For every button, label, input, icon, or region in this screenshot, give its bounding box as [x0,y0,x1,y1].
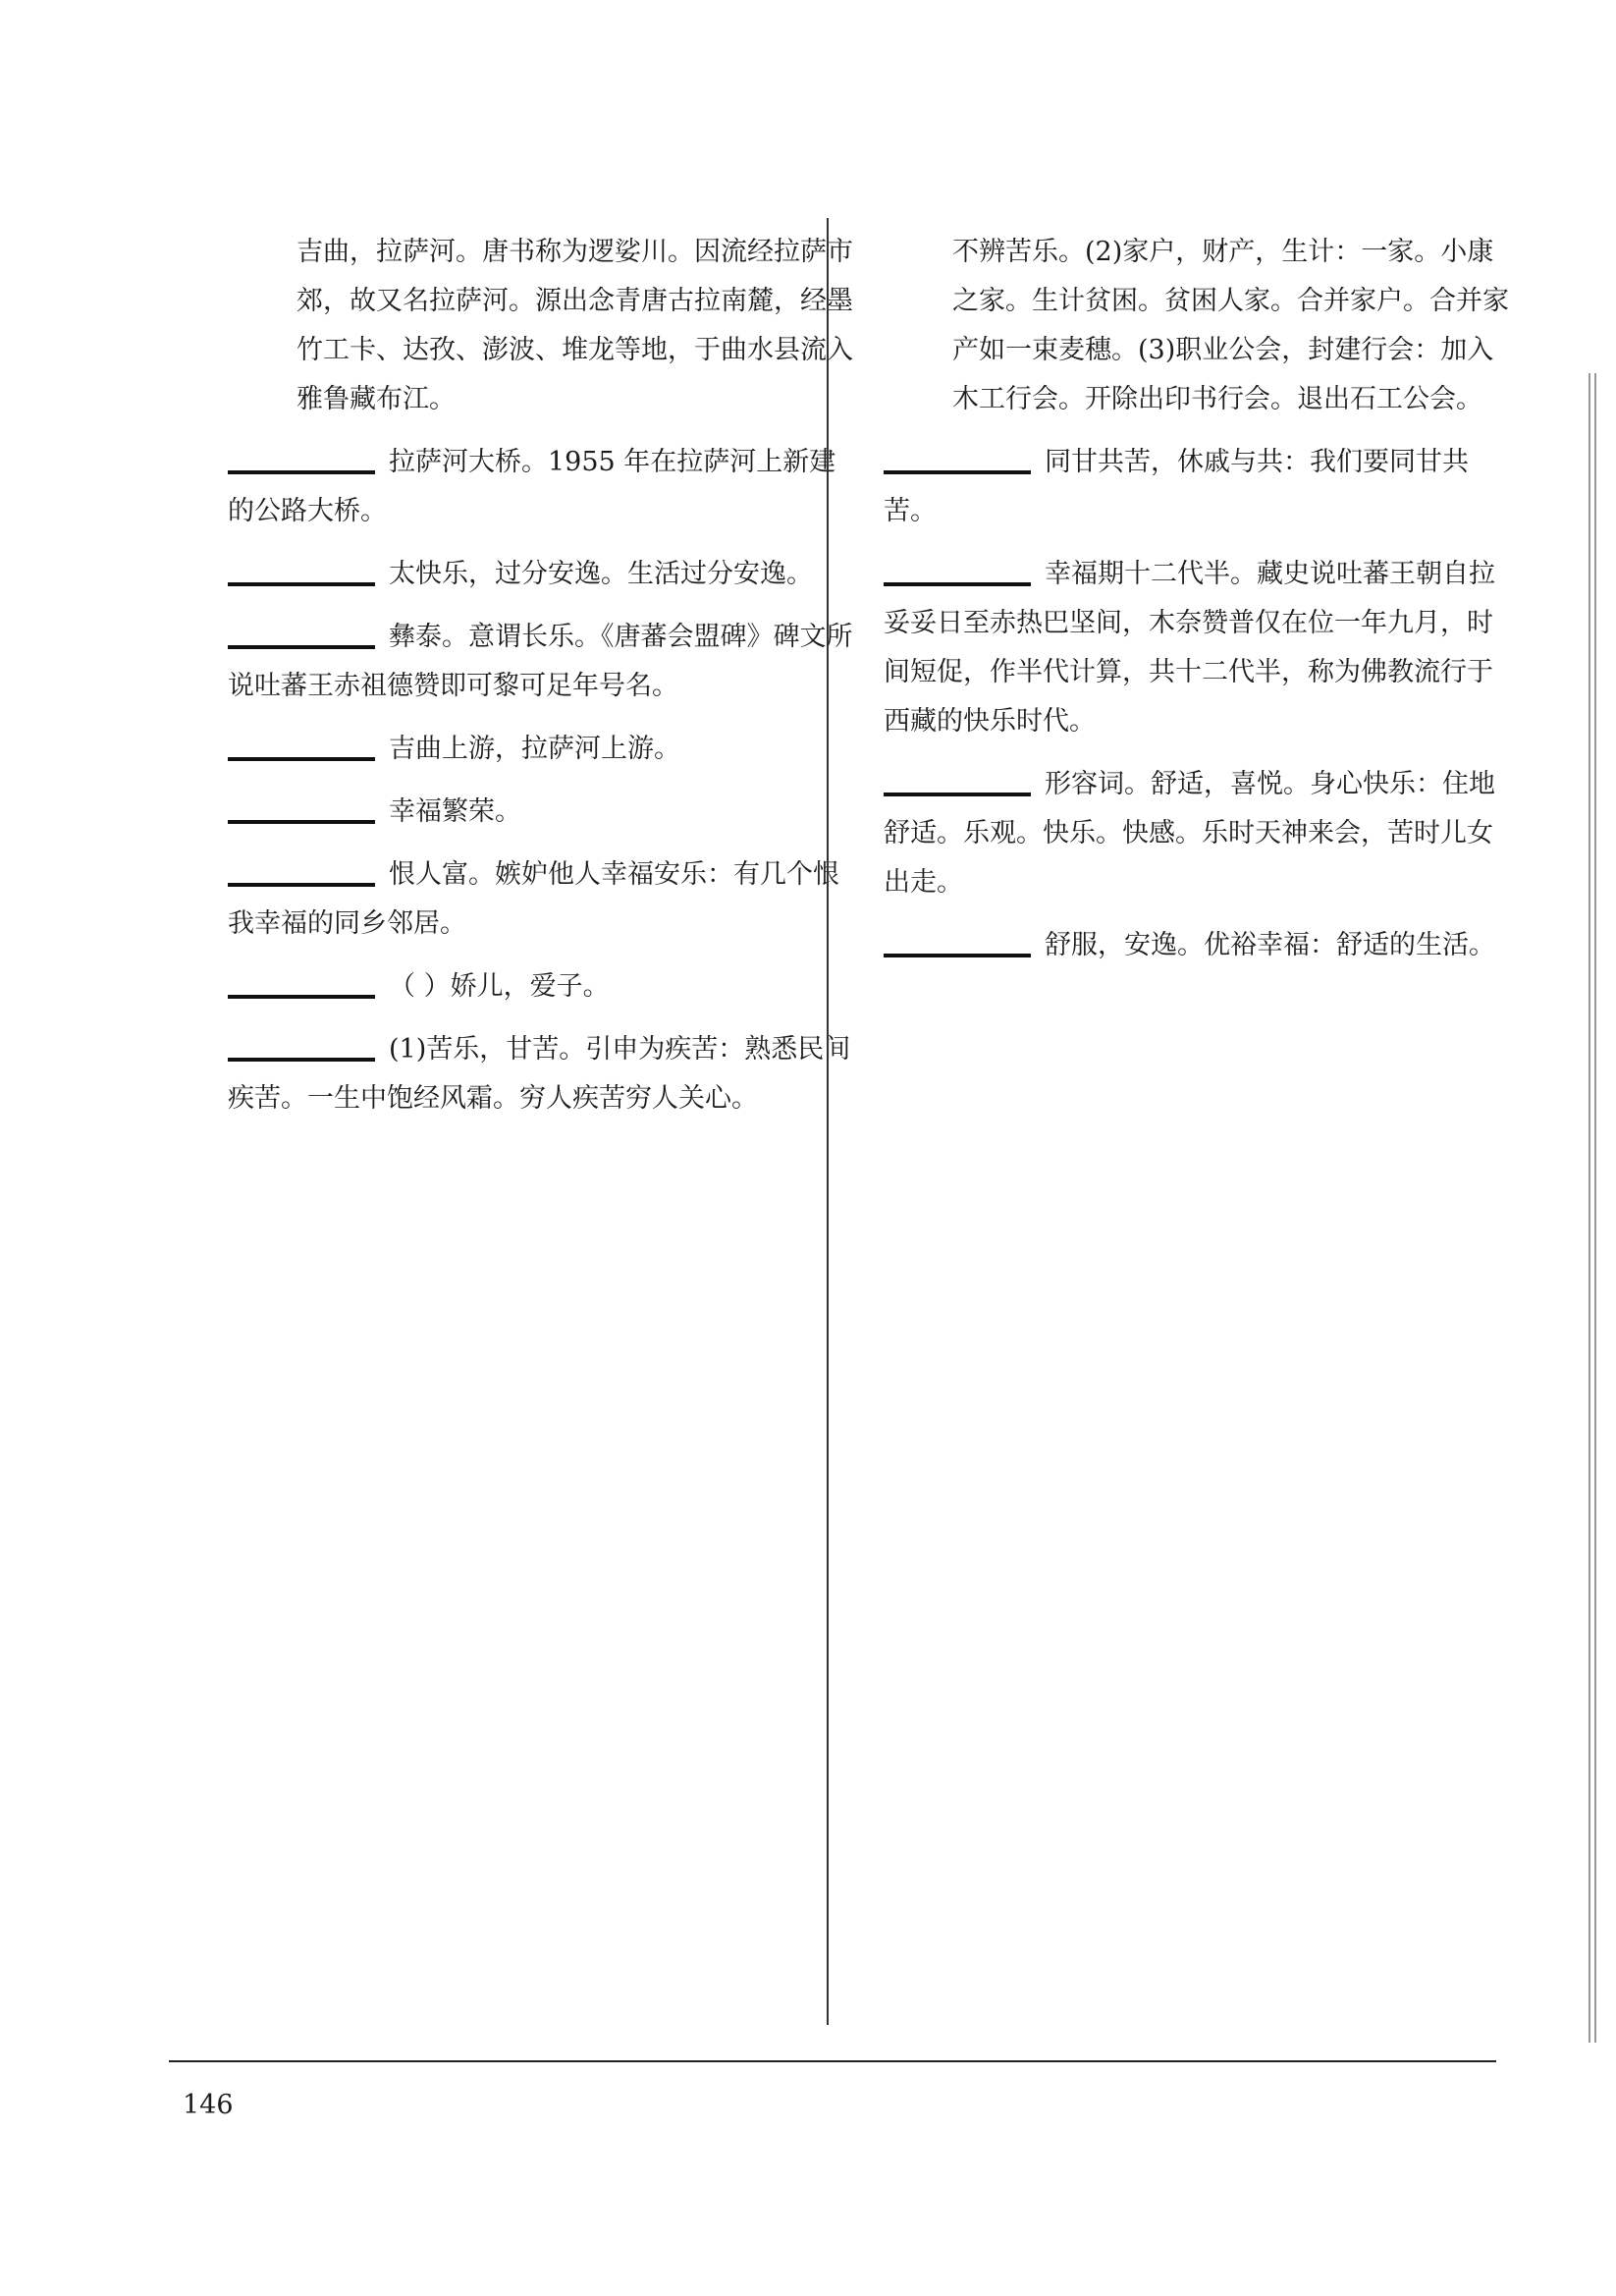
entry-upper-reach [228,725,856,774]
definition: （ ）娇儿，爱子。 [389,971,610,1002]
scan-edge-mark [1589,373,1596,2043]
right-column [884,228,1512,984]
headword-mark [884,553,1031,586]
entry-envy [228,850,856,949]
entry-well-off [884,921,1512,970]
headword-mark [884,924,1031,957]
definition: 彝泰。意谓长乐。《唐蕃会盟碑》碑文所说吐蕃王赤祖德赞即可黎可足年号名。 [228,622,853,701]
definition: 拉萨河大桥。1955 年在拉萨河上新建的公路大桥。 [228,447,836,526]
entry-yitai [228,613,856,711]
entry-comfortable [884,760,1512,907]
headword-mark [228,965,375,999]
definition: 舒服，安逸。优裕幸福：舒适的生活。 [1045,930,1495,960]
entry-hardship-cont [884,228,1512,424]
definition: 不辨苦乐。(2)家户，财产，生计：一家。小康之家。生计贫困。贫困人家。合并家户。合并家产如一束麦穗。(3)职业公会，封建行会：加入木工行会。开除出印书行会。退出石工公会。 [952,237,1509,414]
definition: 吉曲，拉萨河。唐书称为逻娑川。因流经拉萨市郊，故又名拉萨河。源出念青唐古拉南麓，经墨竹工卡、达孜、澎波、堆龙等地，于曲水县流入雅鲁藏布江。 [296,237,853,414]
entry-share-weal [884,438,1512,536]
definition: 幸福期十二代半。藏史说吐蕃王朝自拉妥妥日至赤热巴坚间，木奈赞普仅在位一年九月，时间短促，作半代计算，共十二代半，称为佛教流行于西藏的快乐时代。 [884,559,1495,737]
left-column [228,228,856,1137]
headword-mark [884,441,1031,474]
column-divider [827,218,829,2025]
page-number: 146 [183,2090,234,2120]
headword-mark [228,616,375,649]
definition: 恨人富。嫉妒他人幸福安乐：有几个恨我幸福的同乡邻居。 [228,859,839,939]
headword-mark [884,763,1031,796]
definition: (1)苦乐，甘苦。引申为疾苦：熟悉民间疾苦。一生中饱经风霜。穷人疾苦穷人关心。 [228,1034,851,1114]
entry-darling [228,962,856,1011]
headword-mark [228,553,375,586]
definition: 形容词。舒适，喜悦。身心快乐：住地舒适。乐观。快乐。快感。乐时天神来会，苦时儿女出走。 [884,769,1495,898]
footer-rule [169,2060,1496,2062]
definition: 吉曲上游，拉萨河上游。 [389,734,680,764]
definition: 同甘共苦，休戚与共：我们要同甘共苦。 [884,447,1469,526]
entry-lhasa-bridge [228,438,856,536]
entry-twelve-half [884,550,1512,746]
definition: 幸福繁荣。 [389,796,521,827]
definition: 太快乐，过分安逸。生活过分安逸。 [389,559,813,589]
headword-mark [228,1028,375,1062]
headword-mark [228,791,375,824]
entry-hardship [228,1025,856,1123]
headword-mark [228,728,375,761]
entry-lhasa-river [228,228,856,424]
headword-mark [228,441,375,474]
headword-mark [228,853,375,887]
entry-prosperity [228,788,856,837]
entry-too-happy [228,550,856,599]
